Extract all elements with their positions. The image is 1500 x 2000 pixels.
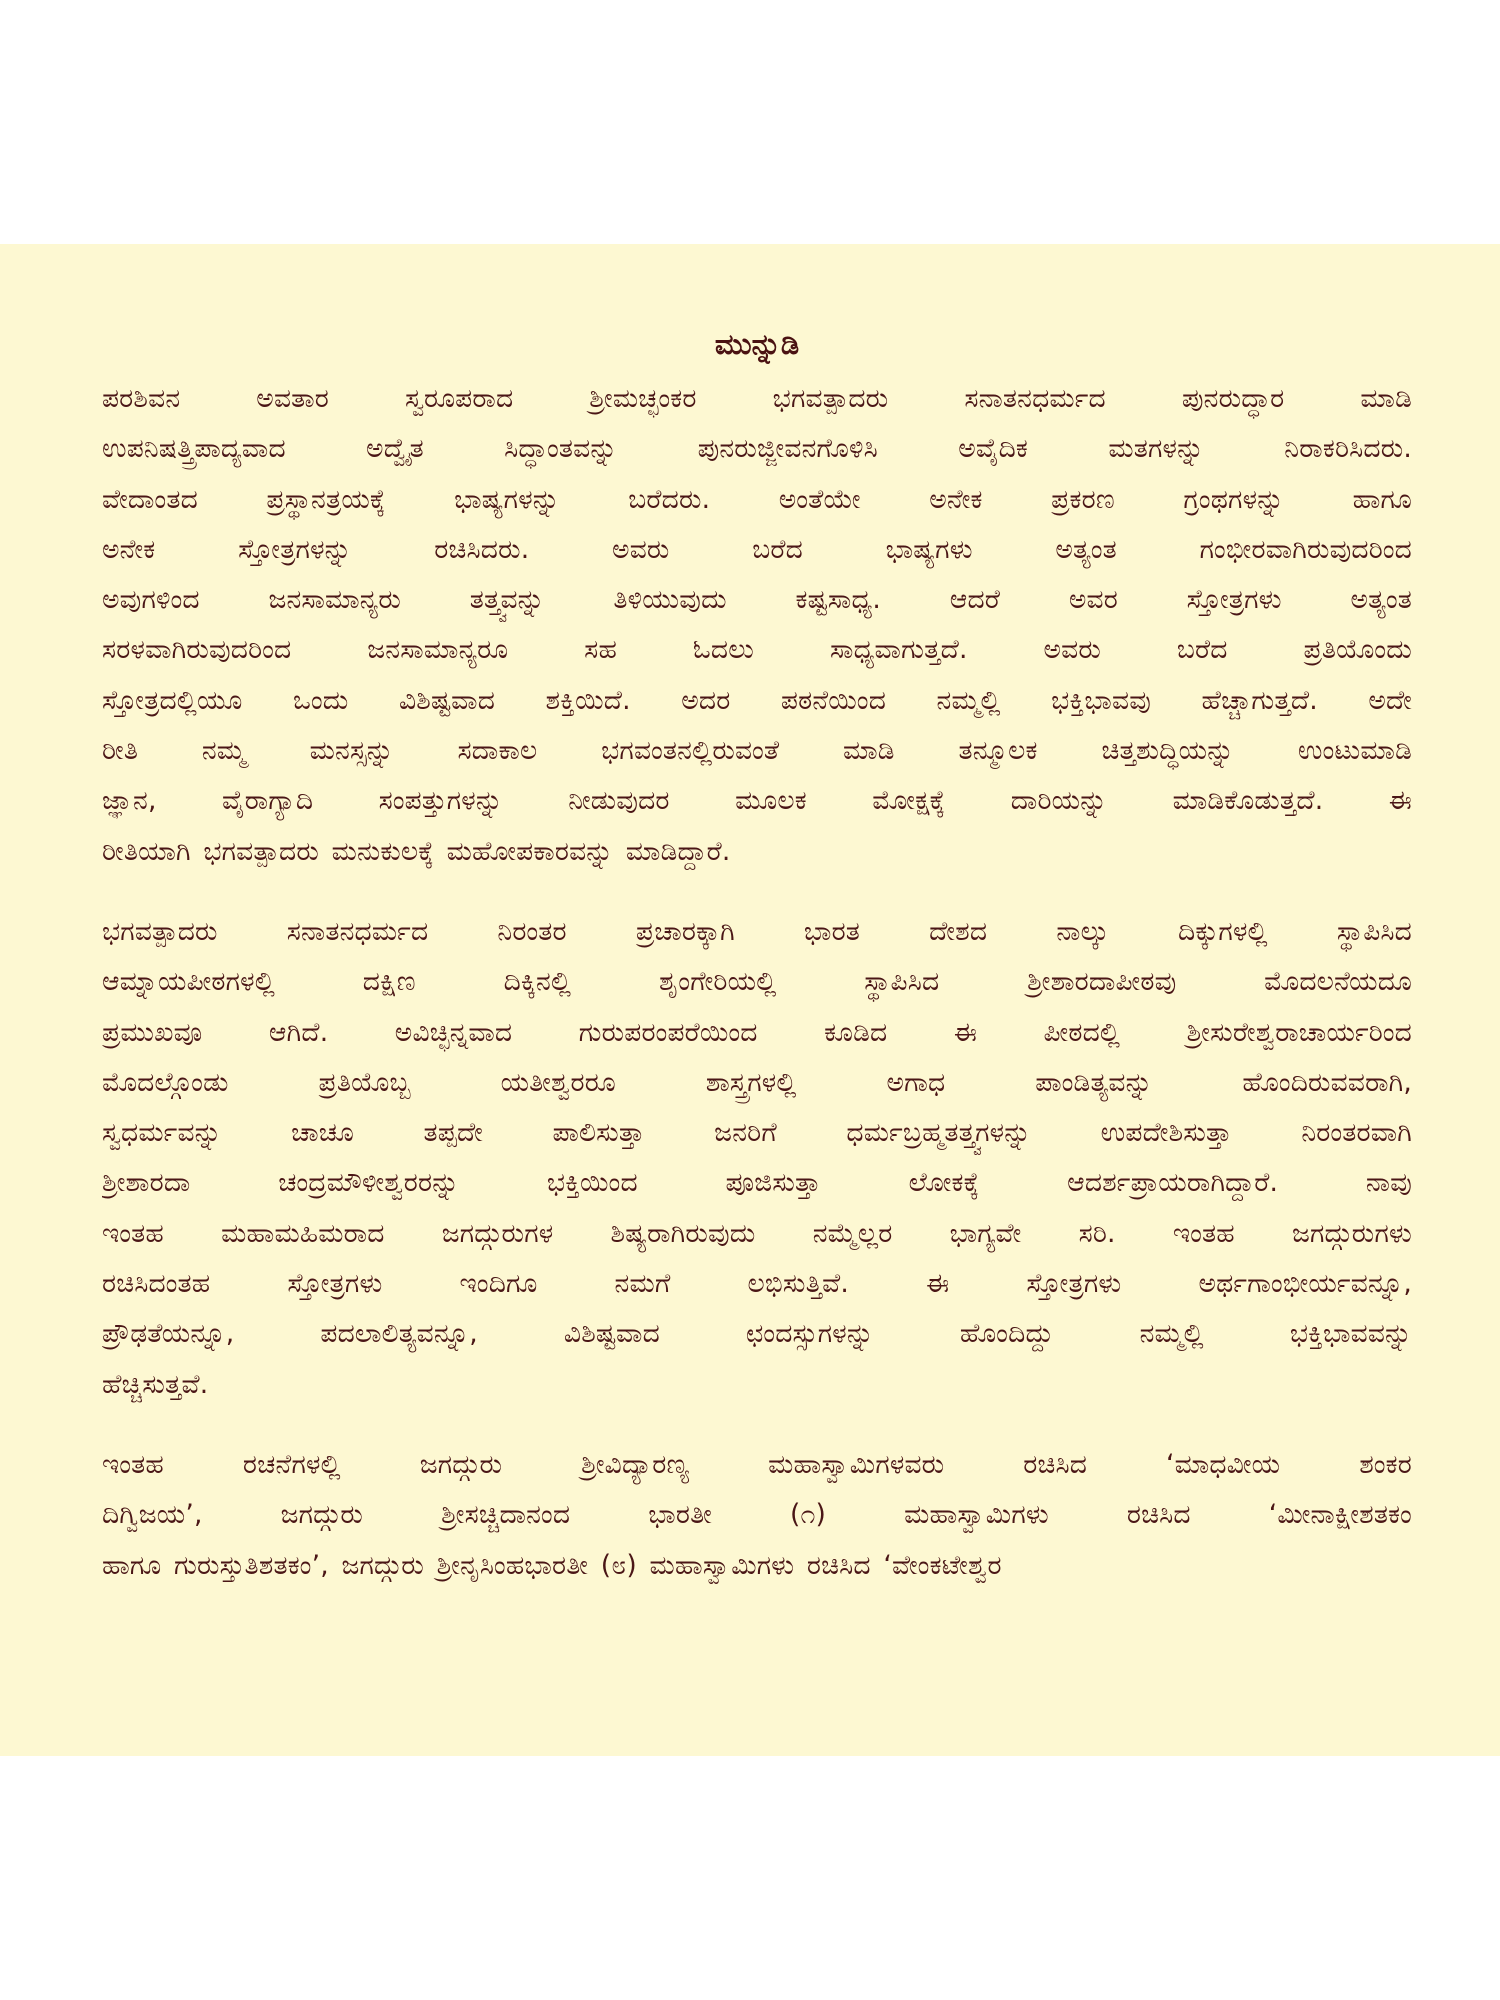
text-line: ಪ್ರಮುಖವೂ ಆಗಿದೆ. ಅವಿಚ್ಛಿನ್ನವಾದ ಗುರುಪರಂಪರೆಯಿಂದ ಕೂಡಿದ ಈ ಪೀಠದಲ್ಲಿ ಶ್ರೀಸುರೇಶ್ವರಾಚಾರ್ಯರಿಂದ (102, 1016, 1412, 1048)
text-line: ಪ್ರೌಢತೆಯನ್ನೂ, ಪದಲಾಲಿತ್ಯವನ್ನೂ, ವಿಶಿಷ್ಟವಾದ ಛಂದಸ್ಸುಗಳನ್ನು ಹೊಂದಿದ್ದು ನಮ್ಮಲ್ಲಿ ಭಕ್ತಿಭಾವವನ್ನು (102, 1318, 1412, 1350)
text-line: ಅನೇಕ ಸ್ತೋತ್ರಗಳನ್ನು ರಚಿಸಿದರು. ಅವರು ಬರೆದ ಭಾಷ್ಯಗಳು ಅತ್ಯಂತ ಗಂಭೀರವಾಗಿರುವುದರಿಂದ (102, 533, 1412, 565)
text-line: ಅವುಗಳಿಂದ ಜನಸಾಮಾನ್ಯರು ತತ್ತ್ವವನ್ನು ತಿಳಿಯುವುದು ಕಷ್ಟಸಾಧ್ಯ. ಆದರೆ ಅವರ ಸ್ತೋತ್ರಗಳು ಅತ್ಯಂತ (102, 584, 1412, 616)
text-line: ಆಮ್ನಾಯಪೀಠಗಳಲ್ಲಿ ದಕ್ಷಿಣ ದಿಕ್ಕಿನಲ್ಲಿ ಶೃಂಗೇರಿಯಲ್ಲಿ ಸ್ಥಾಪಿಸಿದ ಶ್ರೀಶಾರದಾಪೀಠವು ಮೊದಲನೆಯದೂ (102, 966, 1412, 998)
paragraphs-container (102, 374, 1412, 1591)
text-line: ಇಂತಹ ರಚನೆಗಳಲ್ಲಿ ಜಗದ್ಗುರು ಶ್ರೀವಿದ್ಯಾರಣ್ಯ ಮಹಾಸ್ವಾಮಿಗಳವರು ರಚಿಸಿದ ‘ಮಾಧವೀಯ ಶಂಕರ (102, 1448, 1412, 1480)
page-title: ಮುನ್ನುಡಿ (714, 327, 800, 361)
text-line: ಸ್ವಧರ್ಮವನ್ನು ಚಾಚೂ ತಪ್ಪದೇ ಪಾಲಿಸುತ್ತಾ ಜನರಿಗೆ ಧರ್ಮಬ್ರಹ್ಮತತ್ತ್ವಗಳನ್ನು ಉಪದೇಶಿಸುತ್ತಾ ನಿರಂತರವಾಗಿ (102, 1117, 1412, 1149)
text-line: ದಿಗ್ವಿಜಯ’, ಜಗದ್ಗುರು ಶ್ರೀಸಚ್ಚಿದಾನಂದ ಭಾರತೀ (೧) ಮಹಾಸ್ವಾಮಿಗಳು ರಚಿಸಿದ ‘ಮೀನಾಕ್ಷೀಶತಕಂ (102, 1499, 1412, 1531)
text-line: ಸ್ತೋತ್ರದಲ್ಲಿಯೂ ಒಂದು ವಿಶಿಷ್ಟವಾದ ಶಕ್ತಿಯಿದೆ. ಅದರ ಪಠನೆಯಿಂದ ನಮ್ಮಲ್ಲಿ ಭಕ್ತಿಭಾವವು ಹೆಚ್ಚಾಗುತ್ತದೆ. ಅದೇ (102, 684, 1412, 716)
text-line: ಜ್ಞಾನ, ವೈರಾಗ್ಯಾದಿ ಸಂಪತ್ತುಗಳನ್ನು ನೀಡುವುದರ ಮೂಲಕ ಮೋಕ್ಷಕ್ಕೆ ದಾರಿಯನ್ನು ಮಾಡಿಕೊಡುತ್ತದೆ. ಈ (102, 785, 1412, 817)
text-line: ಪರಶಿವನ ಅವತಾರ ಸ್ವರೂಪರಾದ ಶ್ರೀಮಚ್ಛಂಕರ ಭಗವತ್ಪಾದರು ಸನಾತನಧರ್ಮದ ಪುನರುದ್ಧಾರ ಮಾಡಿ (102, 383, 1412, 414)
paragraph-3 (102, 1440, 1412, 1591)
text-line: ರೀತಿಯಾಗಿ ಭಗವತ್ಪಾದರು ಮನುಕುಲಕ್ಕೆ ಮಹೋಪಕಾರವನ್ನು ಮಾಡಿದ್ದಾರೆ. (102, 835, 731, 867)
document-page (0, 244, 1500, 1756)
text-line: ಸರಳವಾಗಿರುವುದರಿಂದ ಜನಸಾಮಾನ್ಯರೂ ಸಹ ಓದಲು ಸಾಧ್ಯವಾಗುತ್ತದೆ. ಅವರು ಬರೆದ ಪ್ರತಿಯೊಂದು (102, 634, 1412, 666)
text-line: ಹಾಗೂ ಗುರುಸ್ತುತಿಶತಕಂ’, ಜಗದ್ಗುರು ಶ್ರೀನೃಸಿಂಹಭಾರತೀ (೮) ಮಹಾಸ್ವಾಮಿಗಳು ರಚಿಸಿದ ‘ವೇಂಕಟೇಶ್ವರ (102, 1549, 1002, 1581)
text-line: ರೀತಿ ನಮ್ಮ ಮನಸ್ಸನ್ನು ಸದಾಕಾಲ ಭಗವಂತನಲ್ಲಿರುವಂತೆ ಮಾಡಿ ತನ್ಮೂಲಕ ಚಿತ್ತಶುದ್ಧಿಯನ್ನು ಉಂಟುಮಾಡಿ (102, 735, 1412, 767)
text-line: ಹೆಚ್ಚಿಸುತ್ತವೆ. (102, 1368, 209, 1400)
text-line: ಶ್ರೀಶಾರದಾ ಚಂದ್ರಮೌಳೀಶ್ವರರನ್ನು ಭಕ್ತಿಯಿಂದ ಪೂಜಿಸುತ್ತಾ ಲೋಕಕ್ಕೆ ಆದರ್ಶಪ್ರಾಯರಾಗಿದ್ದಾರೆ. ನಾವು (102, 1167, 1412, 1199)
text-line: ಮೊದಲ್ಗೊಂಡು ಪ್ರತಿಯೊಬ್ಬ ಯತೀಶ್ವರರೂ ಶಾಸ್ತ್ರಗಳಲ್ಲಿ ಅಗಾಧ ಪಾಂಡಿತ್ಯವನ್ನು ಹೊಂದಿರುವವರಾಗಿ, (102, 1066, 1412, 1098)
text-line: ಭಗವತ್ಪಾದರು ಸನಾತನಧರ್ಮದ ನಿರಂತರ ಪ್ರಚಾರಕ್ಕಾಗಿ ಭಾರತ ದೇಶದ ನಾಲ್ಕು ದಿಕ್ಕುಗಳಲ್ಲಿ ಸ್ಥಾಪಿಸಿದ (102, 915, 1412, 947)
text-line: ಇಂತಹ ಮಹಾಮಹಿಮರಾದ ಜಗದ್ಗುರುಗಳ ಶಿಷ್ಯರಾಗಿರುವುದು ನಮ್ಮೆಲ್ಲರ ಭಾಗ್ಯವೇ ಸರಿ. ಇಂತಹ ಜಗದ್ಗುರುಗಳು (102, 1217, 1412, 1249)
document-content (102, 322, 1412, 1621)
paragraph-2 (102, 907, 1412, 1410)
text-line: ವೇದಾಂತದ ಪ್ರಸ್ಥಾನತ್ರಯಕ್ಕೆ ಭಾಷ್ಯಗಳನ್ನು ಬರೆದರು. ಅಂತೆಯೇ ಅನೇಕ ಪ್ರಕರಣ ಗ್ರಂಥಗಳನ್ನು ಹಾಗೂ (102, 483, 1412, 515)
paragraph-1 (102, 374, 1412, 877)
text-line: ರಚಿಸಿದಂತಹ ಸ್ತೋತ್ರಗಳು ಇಂದಿಗೂ ನಮಗೆ ಲಭಿಸುತ್ತಿವೆ. ಈ ಸ್ತೋತ್ರಗಳು ಅರ್ಥಗಾಂಭೀರ್ಯವನ್ನೂ, (102, 1268, 1412, 1300)
text-line: ಉಪನಿಷತ್ತ್ರಿಪಾದ್ಯವಾದ ಅದ್ವೈತ ಸಿದ್ಧಾಂತವನ್ನು ಪುನರುಜ್ಜೀವನಗೊಳಿಸಿ ಅವೈದಿಕ ಮತಗಳನ್ನು ನಿರಾಕರಿಸಿದರು. (102, 433, 1412, 465)
